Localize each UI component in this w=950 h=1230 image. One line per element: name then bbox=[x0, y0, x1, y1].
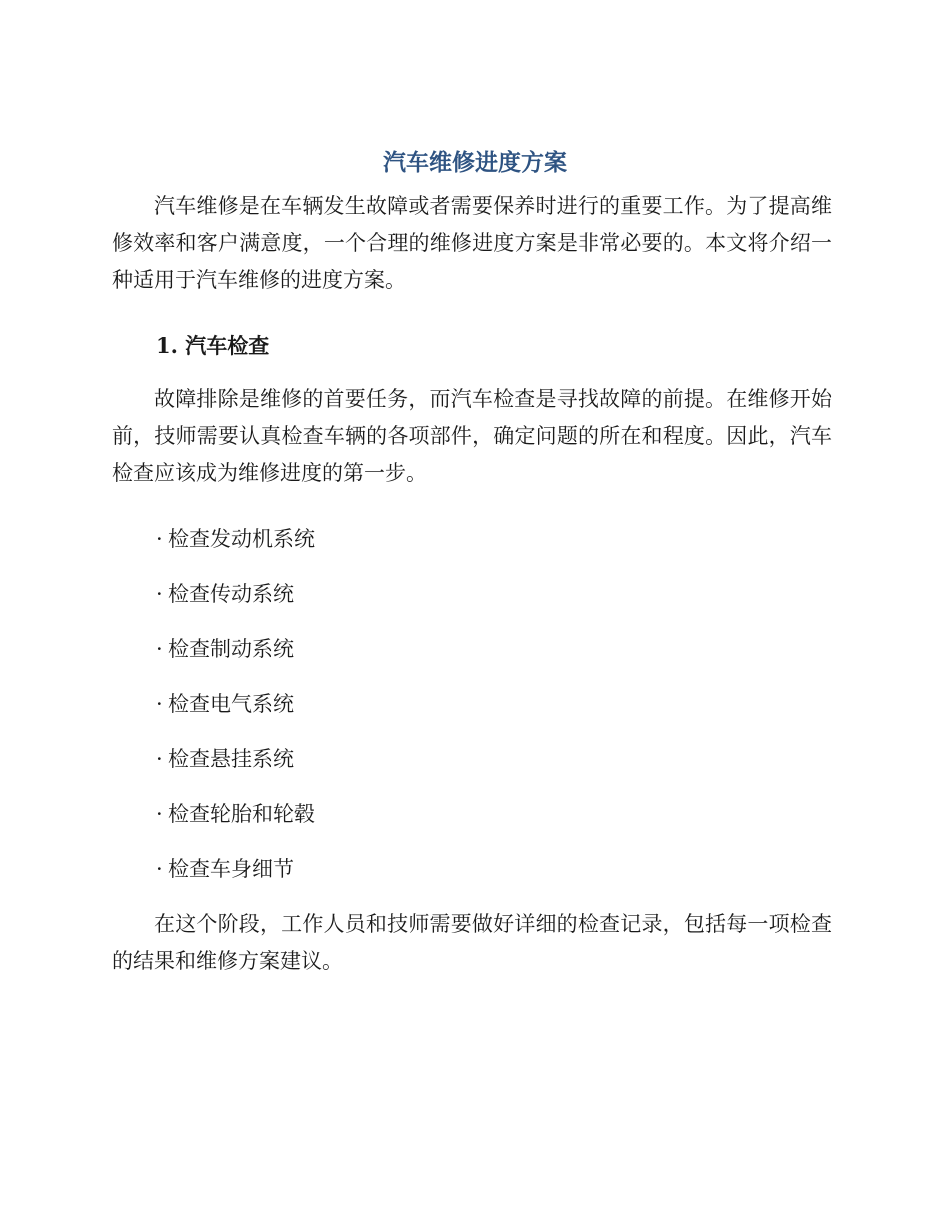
list-item bbox=[156, 633, 315, 688]
list-item bbox=[156, 688, 315, 743]
bullet-icon: · bbox=[156, 857, 163, 881]
bullet-icon: · bbox=[156, 637, 163, 661]
bullet-icon: · bbox=[156, 747, 163, 771]
page-title: 汽车维修进度方案 bbox=[383, 150, 567, 176]
list-item bbox=[156, 798, 315, 853]
list-item-label: 检查制动系统 bbox=[168, 637, 294, 661]
list-item-label: 检查轮胎和轮毂 bbox=[168, 802, 315, 826]
list-item bbox=[156, 578, 315, 633]
section-body-paragraph: 故障排除是维修的首要任务，而汽车检查是寻找故障的前提。在维修开始前，技师需要认真检查车辆的各项部件，确定问题的所在和程度。因此，汽车检查应该成为维修进度的第一步。 bbox=[112, 387, 832, 485]
bullet-icon: · bbox=[156, 527, 163, 551]
bullet-icon: · bbox=[156, 692, 163, 716]
list-item-label: 检查车身细节 bbox=[168, 857, 294, 881]
section-heading: 1. 汽车检查 bbox=[156, 333, 270, 358]
inspection-list bbox=[156, 523, 315, 908]
list-item-label: 检查传动系统 bbox=[168, 582, 294, 606]
list-item bbox=[156, 853, 315, 908]
list-item-label: 检查悬挂系统 bbox=[168, 747, 294, 771]
list-item-label: 检查电气系统 bbox=[168, 692, 294, 716]
bullet-icon: · bbox=[156, 582, 163, 606]
list-item-label: 检查发动机系统 bbox=[168, 527, 315, 551]
intro-paragraph: 汽车维修是在车辆发生故障或者需要保养时进行的重要工作。为了提高维修效率和客户满意度，一个合理的维修进度方案是非常必要的。本文将介绍一种适用于汽车维修的进度方案。 bbox=[112, 194, 832, 292]
closing-paragraph: 在这个阶段，工作人员和技师需要做好详细的检查记录，包括每一项检查的结果和维修方案建议。 bbox=[112, 912, 832, 973]
list-item bbox=[156, 523, 315, 578]
list-item bbox=[156, 743, 315, 798]
bullet-icon: · bbox=[156, 802, 163, 826]
